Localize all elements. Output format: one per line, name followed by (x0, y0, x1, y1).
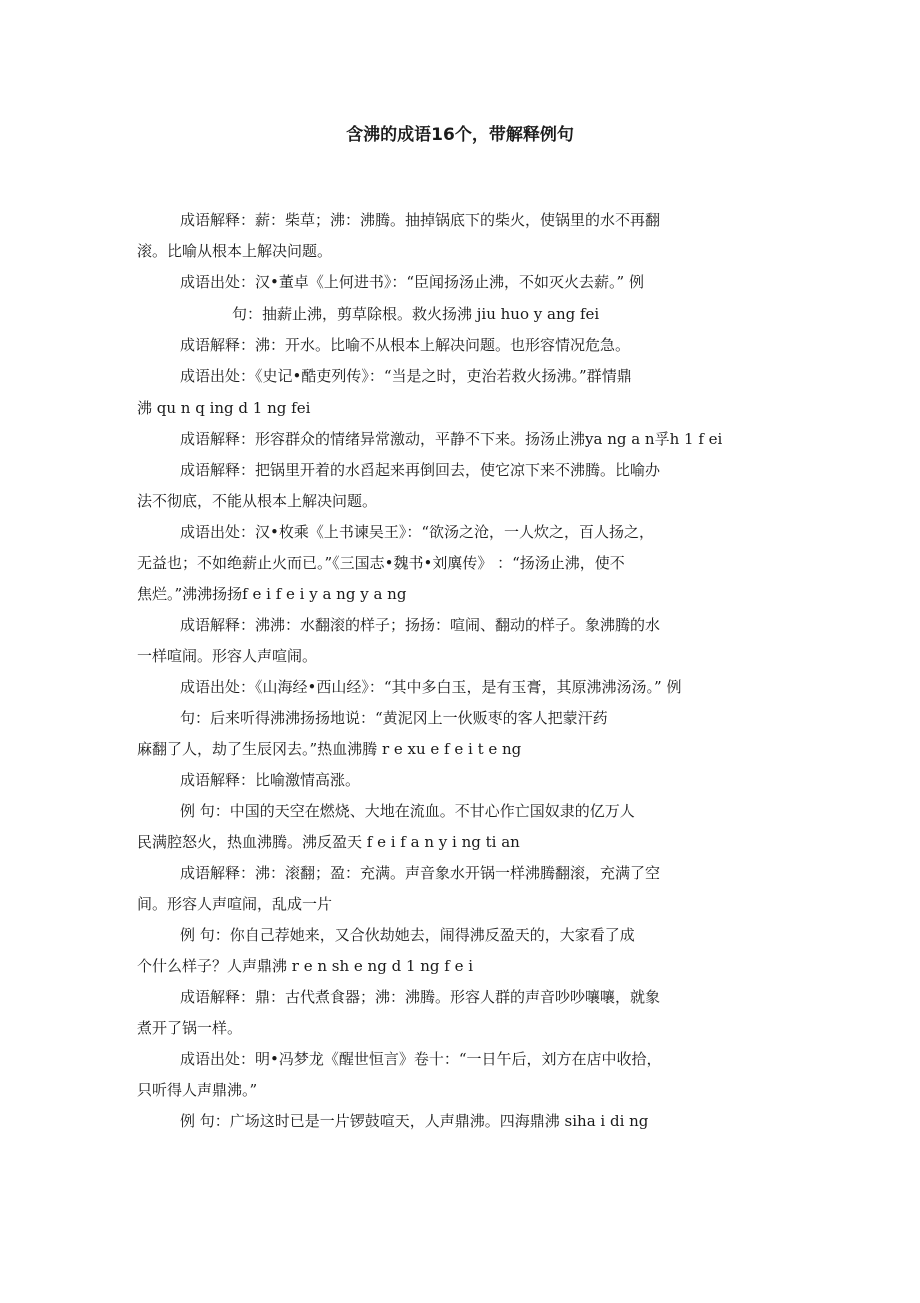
text-line: 成语出处：汉•枚乘《上书谏吴王》：“欲汤之沧，一人炊之，百人扬之， (180, 523, 655, 541)
text-line: 无益也；不如绝薪止火而已。”《三国志•魏书•刘廙传》 ：“扬汤止沸，使不 (137, 554, 625, 572)
text-line: 一样喧闹。形容人声喧闹。 (137, 647, 318, 665)
text-line: 沸 qu n q ing d 1 ng fei (137, 399, 311, 417)
text-line: 句：抽薪止沸，剪草除根。救火扬沸 jiu huo y ang fei (232, 305, 600, 323)
text-line: 法不彻底，不能从根本上解决问题。 (137, 492, 378, 510)
text-line: 焦烂。”沸沸扬扬f e i f e i y a ng y a ng (137, 585, 407, 603)
text-line: 成语解释：沸沸：水翻滚的样子；扬扬：喧闹、翻动的样子。象沸腾的水 (180, 616, 661, 634)
text-line: 成语解释：形容群众的情绪异常激动，平静不下来。扬汤止沸ya ng a n孚h 1 f ei (180, 430, 723, 448)
text-line: 成语解释：沸：滚翻；盈：充满。声音象水开锅一样沸腾翻滚，充满了空 (180, 864, 661, 882)
text-line: 成语解释：鼎：古代煮食器；沸：沸腾。形容人群的声音吵吵嚷嚷，就象 (180, 988, 661, 1006)
text-line: 例 句：中国的天空在燃烧、大地在流血。不甘心作亡国奴隶的亿万人 (180, 802, 635, 820)
text-line: 民满腔怒火，热血沸腾。沸反盈天 f e i f a n y i ng ti an (137, 833, 520, 851)
text-line: 间。形容人声喧闹，乱成一片 (137, 895, 333, 913)
text-line: 煮开了锅一样。 (137, 1019, 243, 1037)
text-line: 成语出处：《山海经•西山经》：“其中多白玉，是有玉膏，其原沸沸汤汤。” 例 (180, 678, 682, 696)
text-line: 成语解释：薪：柴草；沸：沸腾。抽掉锅底下的柴火，使锅里的水不再翻 (180, 211, 661, 229)
text-line: 成语出处：《史记•酷吏列传》：“当是之时，吏治若救火扬沸。”群情鼎 (180, 367, 632, 385)
text-line: 个什么样子？人声鼎沸 r e n sh e ng d 1 ng f e i (137, 957, 474, 975)
text-line: 成语解释：沸：开水。比喻不从根本上解决问题。也形容情况危急。 (180, 336, 631, 354)
text-line: 只听得人声鼎沸。” (137, 1081, 258, 1099)
document-title: 含沸的成语16个，带解释例句 (346, 125, 574, 145)
text-line: 例 句：你自己荐她来，又合伙劫她去，闹得沸反盈天的，大家看了成 (180, 926, 635, 944)
text-line: 麻翻了人，劫了生辰冈去。”热血沸腾 r e xu e f e i t e ng (137, 740, 522, 758)
text-line: 例 句：广场这时已是一片锣鼓喧天，人声鼎沸。四海鼎沸 siha i di ng (180, 1112, 649, 1130)
text-line: 成语出处：明•冯梦龙《醒世恒言》卷十：“一日午后，刘方在店中收拾， (180, 1050, 662, 1068)
text-line: 句：后来听得沸沸扬扬地说：“黄泥冈上一伙贩枣的客人把蒙汗药 (180, 709, 608, 727)
text-line: 成语解释：比喻激情高涨。 (180, 771, 361, 789)
text-line: 成语解释：把锅里开着的水舀起来再倒回去，使它凉下来不沸腾。比喻办 (180, 461, 661, 479)
text-line: 滚。比喻从根本上解决问题。 (137, 242, 333, 260)
text-line: 成语出处：汉•董卓《上何进书》：“臣闻扬汤止沸，不如灭火去薪。” 例 (180, 273, 644, 291)
